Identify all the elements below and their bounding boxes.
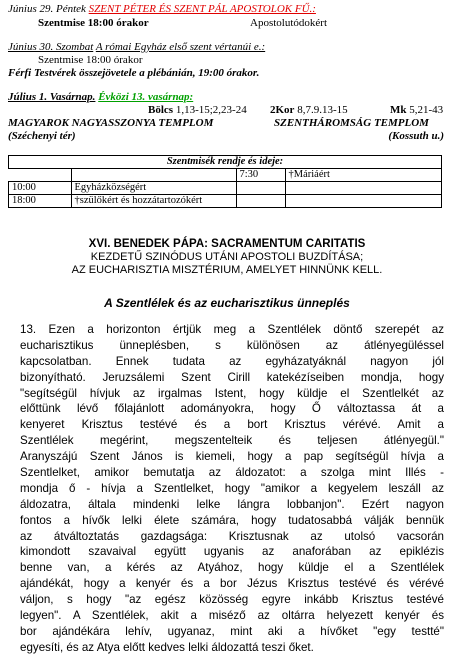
church-right: SZENTHÁROMSÁG TEMPLOM [274,117,429,129]
article-title: XVI. BENEDEK PÁPA: SACRAMENTUM CARITATIS [88,238,366,250]
church-right-sub: (Kossuth u.) [388,130,444,142]
section-heading: A Szentlélek és az eucharisztikus ünneplés [104,296,350,310]
article-body [20,322,444,656]
schedule-intention-right [285,182,442,195]
body-line: kenyeret Krisztus testévé és a bort Krisztus vérévé. Amit a [20,418,444,432]
body-line: fontos a hívők lelki élete számára, hogy tudatosabbá válják bennük [20,513,444,527]
schedule-time-right: 7:30 [236,169,285,182]
table-row [9,169,442,182]
body-line: Szentlélek megérint, megszentelteik és teljesen átlényegül." [20,434,444,448]
event-1-header [8,3,316,16]
event-1-intention: Apostolutódokért [250,17,327,29]
body-line: legyen". A Szentlélek, akit a miséző az oltárra helyezett kenyér és [20,609,444,623]
schedule-header: Szentmisék rendje és ideje: [9,156,442,169]
schedule-intention-right [285,195,442,208]
body-line: "segítségül hívjuk az irgalmas Istent, hogy küldje el Szentlelkét az [20,386,444,400]
body-line: bor ajándékára lehív, ugyanaz, mint aki a hívőket "egy testté" [20,624,444,638]
body-line: kimondott szavaival együtt ugyanis az anaforában az epiklézis [20,545,444,559]
sunday-header [8,91,193,104]
mass-schedule-table [8,155,442,208]
schedule-intention-left [71,169,236,182]
reading-2: 2Kor 8,7.9.13-15 [270,104,348,116]
schedule-time-left: 10:00 [9,182,72,195]
event-2-mass: Szentmise 18:00 órakor [38,54,143,66]
body-line: az átváltoztatás gazdagsága: Krisztusnak az utolsó vacsorán [20,529,444,543]
body-line: előttünk lévő főlajánlott adományokra, hogy Ő változtassa át a [20,402,444,416]
event-1-feast: SZENT PÉTER ÉS SZENT PÁL APOSTOLOK FŰ.: [88,3,316,15]
event-2-feast: A római Egyház első szent vértanúi e.: [95,41,266,53]
reading-1: Bölcs 1,13-15;2,23-24 [148,104,247,116]
church-left-sub: (Széchenyi tér) [8,130,76,142]
church-left: MAGYAROK NAGYASSZONYA TEMPLOM [8,117,214,129]
table-row [9,195,442,208]
body-line: áldozatra, általa mindenki lelke lángra lobbanjon". Ezért nagyon [20,497,444,511]
article-subtitle-1: KEZDETŰ SZINÓDUS UTÁNI APOSTOLI BUZDÍTÁSA; [90,251,364,263]
schedule-intention-right: †Máriáért [285,169,442,182]
body-line: mondja ő - hívja a Szentlelket, hogy "amikor a kegyelem leszáll az [20,481,444,495]
schedule-time-left: 18:00 [9,195,72,208]
body-line: Szentlelket, amikor bemutatja az áldozatot: a szolga mint Illés - [20,466,444,480]
event-2-header [8,41,265,54]
event-2-date: Június 30. Szombat [8,41,94,53]
schedule-intention-left: Egyházközségért [71,182,236,195]
body-line: eucharisztikus ünneplésben, s különösen az átlényegüléssel [20,338,444,352]
table-row [9,182,442,195]
article-subtitle-2: AZ EUCHARISZTIA MISZTÉRIUM, AMELYET HINNÜNK KELL. [71,264,383,276]
body-line: bizonyítható. Jeruzsálemi Szent Cirill katekézíseiben mondja, hogy [20,370,444,384]
sunday-title: Évközi 13. vasárnap: [98,91,194,103]
event-1-date: Június 29. Péntek [8,3,86,15]
schedule-time-right [236,182,285,195]
body-line: egyesíti, és az Atya előtt kedves lelki áldozattá teszi őket. [20,640,314,654]
event-1-mass: Szentmise 18:00 órakor [38,17,149,29]
reading-3: Mk 5,21-43 [390,104,444,116]
schedule-intention-left: †szülőkért és hozzátartozókért [71,195,236,208]
sunday-date: Július 1. Vasárnap. [8,91,96,103]
body-line: kapcsolatban. Ennek tudata az egyházatyáknál nagyon jól [20,354,444,368]
schedule-time-left [9,169,72,182]
schedule-time-right [236,195,285,208]
body-line: Aranyszájú Szent János is kiemeli, hogy a pap segítségül hívja a [20,450,444,464]
body-line: váljon, s hogy "az egész közösség egyre inkább Krisztus testévé [20,593,444,607]
body-line: 13. Ezen a horizonton értjük meg a Szentlélek döntő szerepét az [20,323,444,336]
body-line: ajándékát, hogy a kenyér és a bor Jézus Krisztus testévé és vérévé [20,577,444,591]
body-line: benne van, a kérés az Atyához, hogy küldje el a Szentlélek [20,561,444,575]
event-2-note: Férfi Testvérek összejövetele a plébánián, 19:00 órakor. [8,67,260,79]
